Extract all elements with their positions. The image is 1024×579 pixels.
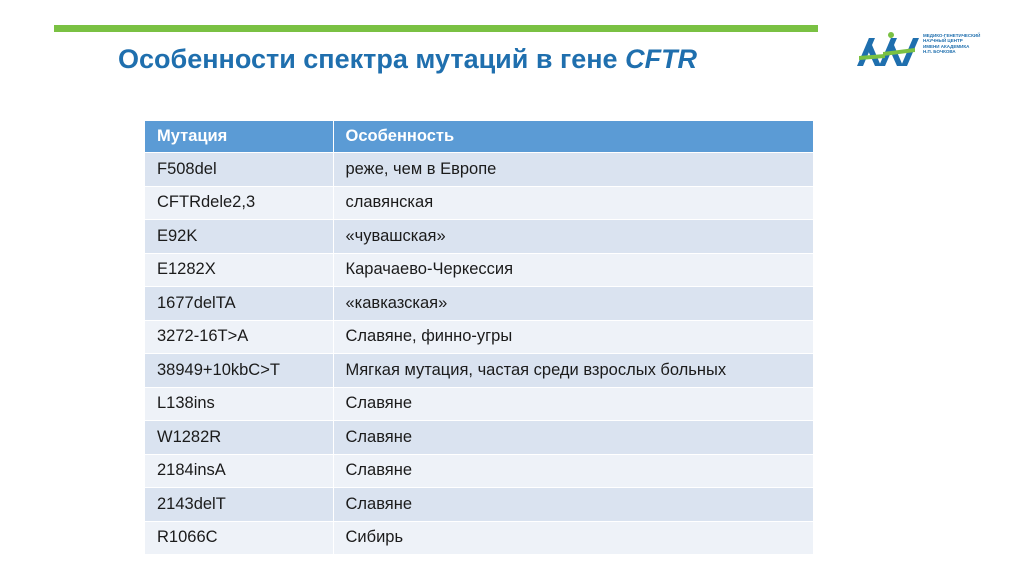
table-row: [145, 387, 813, 421]
table-row: [145, 153, 813, 187]
feature-cell: «чувашская»: [333, 220, 813, 254]
feature-cell: «кавказская»: [333, 287, 813, 321]
table-row: [145, 488, 813, 522]
table-row: [145, 287, 813, 321]
slide-title: [118, 44, 697, 75]
mutation-cell: 3272-16T>A: [145, 320, 333, 354]
table-row: [145, 521, 813, 554]
table-header-row: [145, 121, 813, 153]
mutation-cell: W1282R: [145, 421, 333, 455]
mutation-cell: 2143delT: [145, 488, 333, 522]
mutations-table: [145, 121, 814, 554]
table-row: [145, 421, 813, 455]
table-row: [145, 354, 813, 388]
mutation-cell: E92K: [145, 220, 333, 254]
feature-cell: Славяне: [333, 454, 813, 488]
mutation-cell: L138ins: [145, 387, 333, 421]
table-row: [145, 186, 813, 220]
mutation-cell: 1677delTA: [145, 287, 333, 321]
feature-cell: Славяне: [333, 488, 813, 522]
logo-text: МЕДИКО-ГЕНЕТИЧЕСКИЙ НАУЧНЫЙ ЦЕНТР ИМЕНИ АКАДЕМИКА Н.П. БОЧКОВА: [923, 33, 981, 55]
accent-line: [54, 25, 818, 32]
feature-cell: Карачаево-Черкессия: [333, 253, 813, 287]
feature-cell: Славяне: [333, 387, 813, 421]
table-row: [145, 253, 813, 287]
table-row: [145, 320, 813, 354]
mutation-cell: CFTRdele2,3: [145, 186, 333, 220]
header-mutation: Мутация: [145, 121, 333, 153]
title-text: Особенности спектра мутаций в гене: [118, 44, 626, 74]
mutation-cell: 2184insA: [145, 454, 333, 488]
feature-cell: реже, чем в Европе: [333, 153, 813, 187]
header-feature: Особенность: [333, 121, 813, 153]
feature-cell: Мягкая мутация, частая среди взрослых больных: [333, 354, 813, 388]
title-gene: CFTR: [625, 44, 698, 74]
feature-cell: Славяне, финно-угры: [333, 320, 813, 354]
mutation-cell: R1066C: [145, 521, 333, 554]
mutation-cell: F508del: [145, 153, 333, 187]
feature-cell: славянская: [333, 186, 813, 220]
mutation-cell: E1282X: [145, 253, 333, 287]
feature-cell: Сибирь: [333, 521, 813, 554]
mutation-cell: 38949+10kbC>T: [145, 354, 333, 388]
table-row: [145, 454, 813, 488]
table-row: [145, 220, 813, 254]
feature-cell: Славяне: [333, 421, 813, 455]
